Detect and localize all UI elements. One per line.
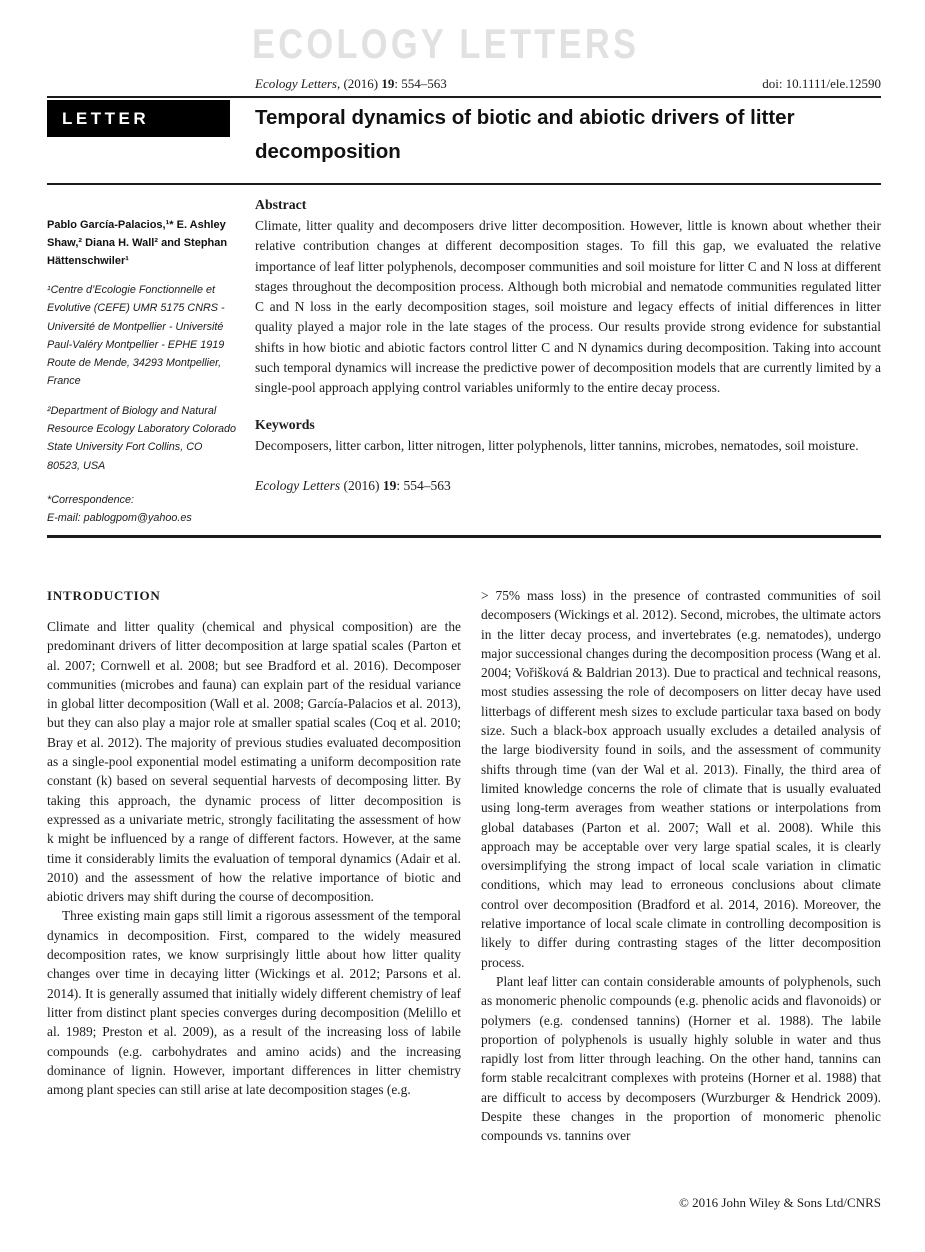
article-title: Temporal dynamics of biotic and abiotic drivers of litter decomposition xyxy=(255,106,795,163)
intro-paragraph-2: Three existing main gaps still limit a rigorous assessment of the temporal dynamics in decomposition. First, compared to the widely measured decomposition rates, we know surprisingly little about how litter quality changes over time in decaying litter (Wickings et al. 2012; Parsons et al. 2014). It is generally assumed that initially widely different chemistry of leaf litter from distinct plant species converges during decomposition (Melillo et al. 1989; Preston et al. 2009), as a result of the increasing loss of labile compounds (e.g. carbohydrates and amino acids) and the increasing dominance of lignin. However, important differences in litter chemistry among plant species can still arise at late decomposition stages (e.g. xyxy=(47,908,461,1098)
intro-paragraph-2-continued: > 75% mass loss) in the presence of contrasted communities of soil decomposers (Wickings et al. 2012). Second, microbes, the ultimate actors in the litter decay process, and invertebrates (e.g. nematodes), undergo major successional changes during the decomposition process (Wang et al. 2004; Vořišková & Baldrian 2013). Due to practical and technical reasons, most studies assessing the role of decomposers on litter decay have used litterbags of different mesh sizes to exclude particular taxa based on body size. Such a black-box approach usually excludes a detailed analysis of the large biodiversity found in soils, and the assessment of community shifts through time (van der Wal et al. 2013). Finally, the third area of limited knowledge concerns the role of climate that is usually evaluated using long-term averages from weather stations or interpolations from global databases (Parton et al. 2007; Wall et al. 2008). While this approach may be acceptable over very large spatial scales, it is clearly oversimplifying the strong impact of local scale variation in climatic conditions, which may lead to erroneous conclusions about climate control over decomposition (Bradford et al. 2014, 2016). Moreover, the relative importance of local scale climate in controlling decomposition is likely to differ during contrasting stages of the litter decomposition process. xyxy=(481,588,881,970)
affiliation-1: ¹Centre d’Ecologie Fonctionnelle et Evolutive (CEFE) UMR 5175 CNRS - Université de Montpellier - Université Paul-Valéry Montpellier - EPHE 1919 Route de Mende, 34293 Montpellier, France xyxy=(47,284,225,388)
abstract-citation-journal: Ecology Letters xyxy=(255,477,341,493)
journal-logo: ECOLOGY LETTERS xyxy=(252,20,640,67)
abstract-rule xyxy=(47,535,881,538)
doi-text: doi: 10.1111/ele.12590 xyxy=(762,76,881,91)
journal-volume: 19 xyxy=(381,76,395,91)
abstract-heading: Abstract xyxy=(255,197,307,212)
intro-paragraph-3: Plant leaf litter can contain considerable amounts of polyphenols, such as monomeric phenolic compounds (e.g. phenolic acids and flavonoids) or polymers (e.g. condensed tannins) (Horner et al. 1988). The labile proportion of polyphenols is usually highly soluble in water and thus rapidly lost from litter through leaching. On the other hand, tannins can form stable recalcitrant complexes with proteins (Horner et al. 1988) that are difficult to access by decomposers (Wurzburger & Hendrick 2009). Despite these changes in the proportion of monomeric phenolic compounds vs. tannins over xyxy=(481,973,881,1144)
correspondence-block xyxy=(47,491,237,528)
abstract-citation xyxy=(255,478,881,494)
abstract-citation-pages: : 554–563 xyxy=(396,477,451,493)
keywords-heading: Keywords xyxy=(255,416,315,432)
section-heading-introduction: INTRODUCTION xyxy=(47,588,161,603)
keywords-text: Decomposers, litter carbon, litter nitrogen, litter polyphenols, litter tannins, microbes, nematodes, soil moisture. xyxy=(255,437,859,453)
intro-paragraph-1: Climate and litter quality (chemical and physical composition) are the predominant drivers of litter decomposition at large spatial scales (Parton et al. 2007; Cornwell et al. 2008; but see Bradford et al. 2016). Decomposer communities (microbes and fauna) can explain part of the residual variance in global litter decomposition (Wall et al. 2008; García-Palacios et al. 2013), but they can also play a major role at smaller spatial scales (Coq et al. 2010; Bray et al. 2012). The majority of previous studies evaluated decomposition as a single-pool exponential model estimating a uniform decomposition rate constant (k) based on several sequential harvests of decomposing litter. By taking this approach, the dynamic process of litter decomposition is expressed as a univariate metric, strongly facilitating the assessment of how k might be influenced by a range of different factors. However, at the same time it considerably limits the evaluation of temporal dynamics (Adair et al. 2010) and the assessment of how the relative importance of biotic and abiotic drivers may shift during the course of decomposition. xyxy=(47,619,461,905)
journal-citation-header xyxy=(255,76,447,92)
header-rule xyxy=(47,96,881,98)
author-list: Pablo García-Palacios,¹* E. Ashley Shaw,² Diana H. Wall² and Stephan Hättenschwiler¹ xyxy=(47,219,228,267)
page-footer-copyright: © 2016 John Wiley & Sons Ltd/CNRS xyxy=(679,1195,881,1210)
abstract-text: Climate, litter quality and decomposers drive litter decomposition. However, little is known about whether their relative contribution changes at different decomposition stages. To fill this gap, we evaluated the relative importance of leaf litter polyphenols, decomposer communities and soil moisture for litter C and N loss at different stages throughout the decomposition process. Although both microbial and nematode communities regulated litter C and N loss in the early decomposition stages, soil moisture and legacy effects of initial differences in litter quality played a major role in the late stages of the process. Our results provide strong evidence for substantial shifts in how biotic and abiotic factors control litter C and N dynamics during decomposition. Taking into account such temporal dynamics will increase the predictive power of decomposition models that are currently limited by a single-pool approach applying control variables uniformly to the entire decay process. xyxy=(255,218,881,396)
journal-year: (2016) xyxy=(340,76,382,91)
body-column-right xyxy=(481,586,881,1146)
article-type-badge: LETTER xyxy=(47,100,230,137)
author-sidebar xyxy=(47,216,237,528)
journal-pages: : 554–563 xyxy=(394,76,447,91)
journal-name: Ecology Letters, xyxy=(255,76,341,91)
body-column-left xyxy=(47,588,461,1099)
correspondence-email: E-mail: pablogpom@yahoo.es xyxy=(47,512,192,525)
abstract-citation-year: (2016) xyxy=(340,477,383,493)
abstract-citation-volume: 19 xyxy=(382,477,397,493)
affiliation-2: ²Department of Biology and Natural Resource Ecology Laboratory Colorado State University Fort Collins, CO 80523, USA xyxy=(47,404,237,472)
title-rule xyxy=(47,183,881,185)
correspondence-label: *Correspondence: xyxy=(47,493,135,506)
abstract-column xyxy=(255,197,881,494)
